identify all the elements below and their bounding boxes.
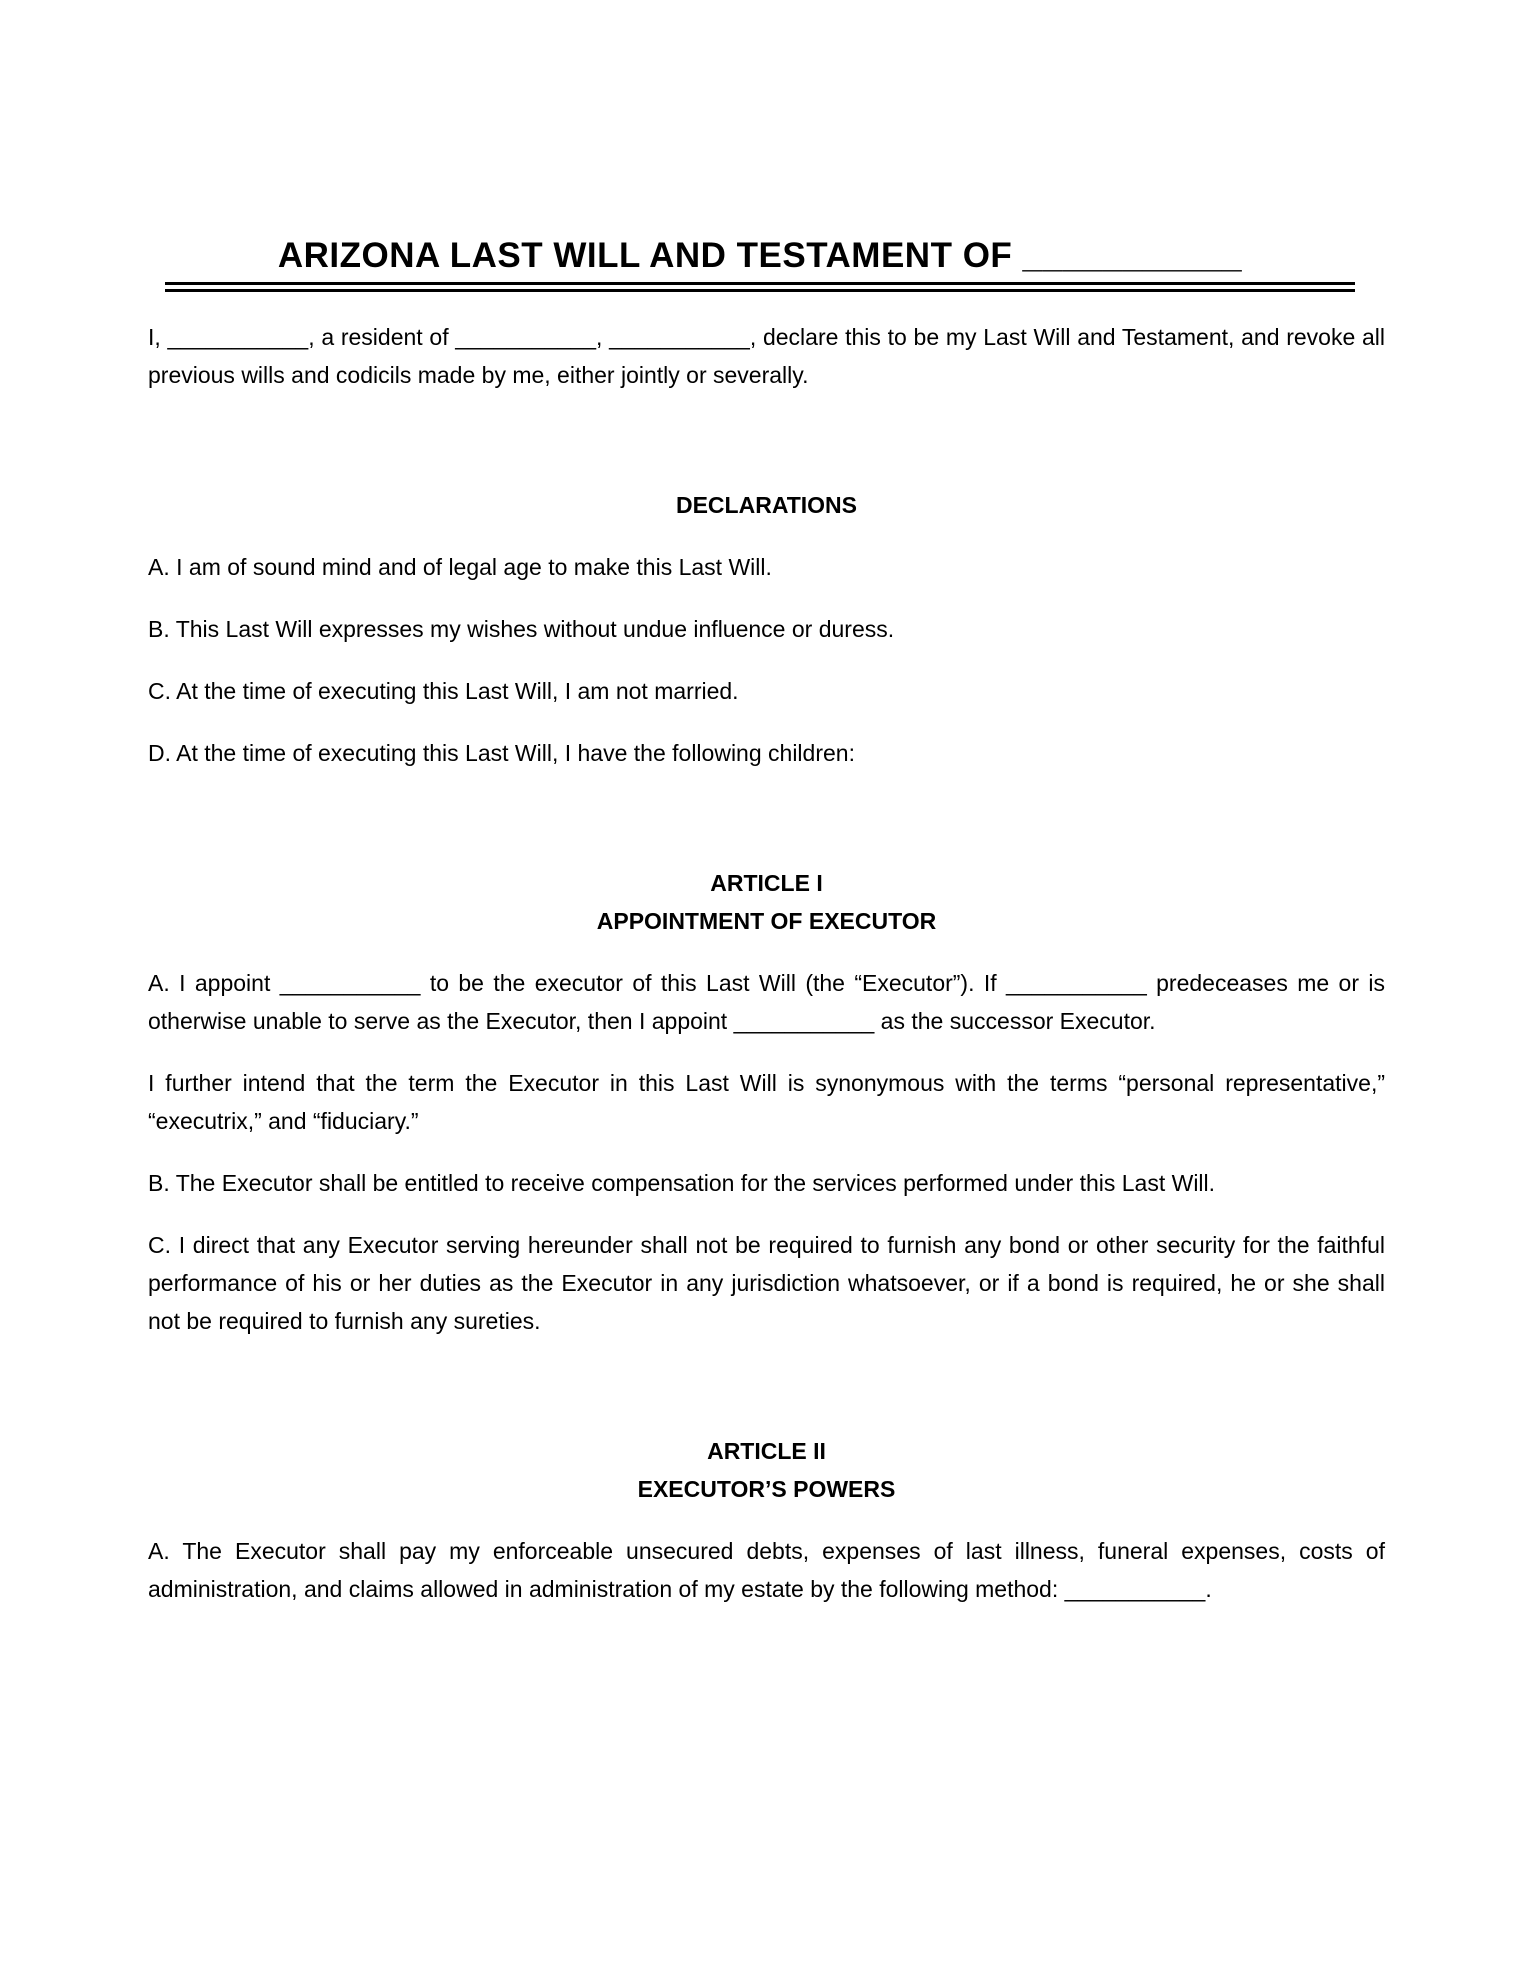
declaration-b: B. This Last Will expresses my wishes without undue influence or duress. bbox=[148, 616, 895, 642]
article-2-para-a: A. The Executor shall pay my enforceable unsecured debts, expenses of last illness, funeral expenses, costs of administration, and claims allowed in administration of my estate by the following method: ___________. bbox=[148, 1538, 1385, 1602]
declarations-heading bbox=[148, 486, 1385, 524]
article-1-name: APPOINTMENT OF EXECUTOR bbox=[596, 908, 937, 934]
declaration-a: A. I am of sound mind and of legal age to make this Last Will. bbox=[148, 554, 772, 580]
declaration-c: C. At the time of executing this Last Will, I am not married. bbox=[148, 678, 739, 704]
article-1-number: ARTICLE I bbox=[710, 870, 823, 896]
intro-paragraph: I, ___________, a resident of ___________, ___________, declare this to be my Last Will and Testament, and revoke all previous wills and codicils made by me, either jointly or severally. bbox=[148, 324, 1385, 388]
article-1-para-a: A. I appoint ___________ to be the executor of this Last Will (the “Executor”). If ___________ predeceases me or is otherwise unable to serve as the Executor, then I appoint ___________ as the successor Executor. bbox=[148, 970, 1385, 1034]
declarations-heading-text: DECLARATIONS bbox=[675, 492, 857, 518]
document-title-underline bbox=[165, 234, 1355, 292]
article-1-para-c: C. I direct that any Executor serving hereunder shall not be required to furnish any bond or other security for the faithful performance of his or her duties as the Executor in any jurisdiction whatsoever, or if a bond is required, he or she shall not be required to furnish any sureties. bbox=[148, 1232, 1385, 1334]
article-1-heading bbox=[148, 864, 1385, 940]
article-2-name: EXECUTOR’S POWERS bbox=[637, 1476, 896, 1502]
declaration-d: D. At the time of executing this Last Will, I have the following children: bbox=[148, 740, 855, 766]
article-1-para-b: B. The Executor shall be entitled to receive compensation for the services performed under this Last Will. bbox=[148, 1170, 1216, 1196]
article-2-number: ARTICLE II bbox=[707, 1438, 826, 1464]
article-2-heading bbox=[148, 1432, 1385, 1508]
document-title: ARIZONA LAST WILL AND TESTAMENT OF ___________ bbox=[277, 236, 1243, 275]
article-1-para-intent: I further intend that the term the Executor in this Last Will is synonymous with the terms “personal representative,” “executrix,” and “fiduciary.” bbox=[148, 1070, 1385, 1134]
